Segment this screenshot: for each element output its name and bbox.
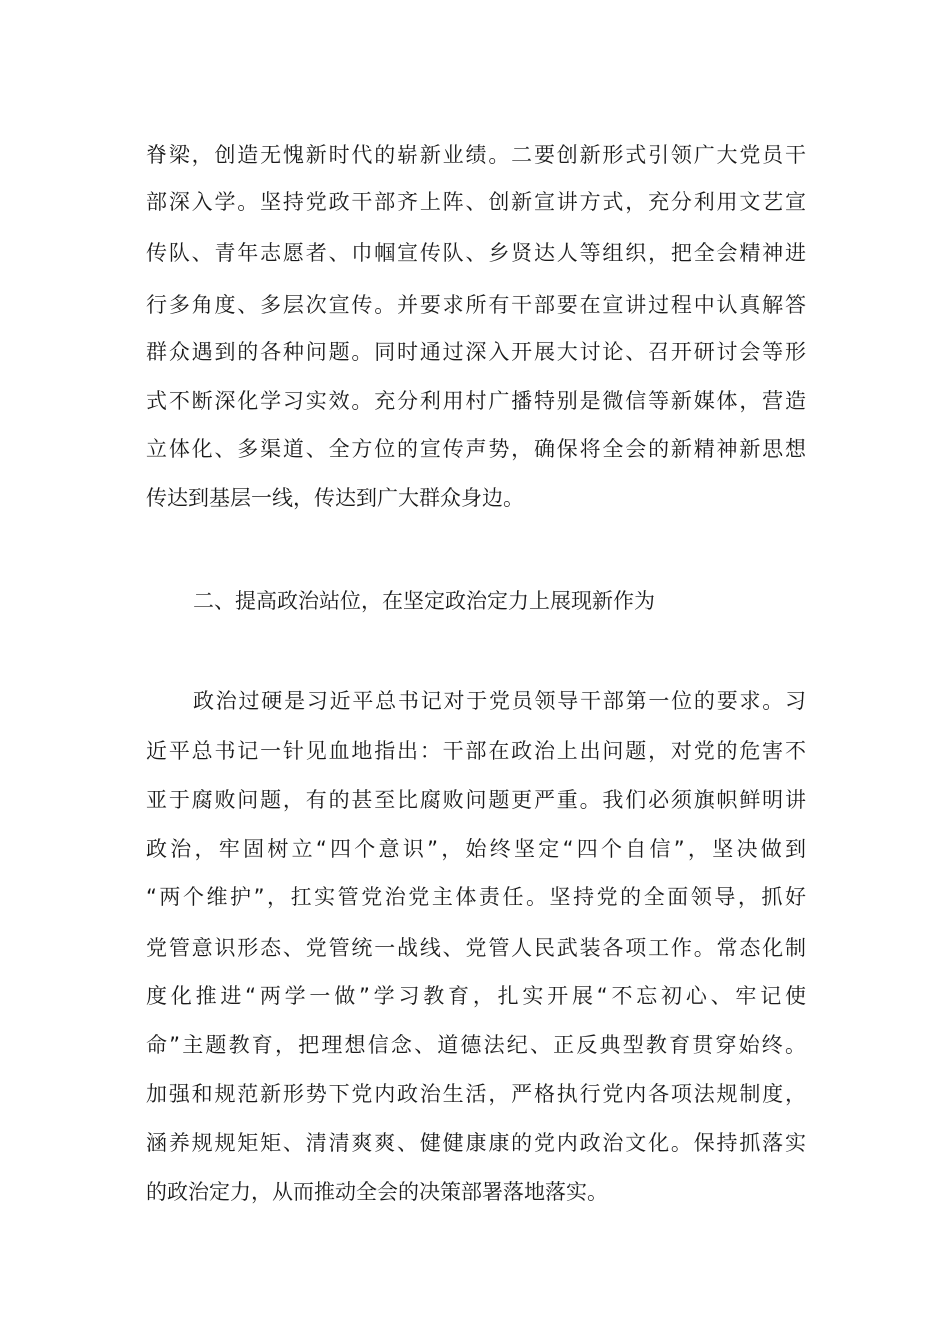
paragraph-line: 部深入学。坚持党政干部齐上阵、创新宣讲方式，充分利用文艺宣 — [146, 190, 806, 214]
paragraph-line: 行多角度、多层次宣传。并要求所有干部要在宣讲过程中认真解答 — [146, 293, 806, 317]
paragraph-line: 政治过硬是习近平总书记对于党员领导干部第一位的要求。习 — [193, 689, 806, 713]
paragraph-line: 涵养规规矩矩、清清爽爽、健健康康的党内政治文化。保持抓落实 — [146, 1131, 806, 1155]
paragraph-line: 党管意识形态、党管统一战线、党管人民武装各项工作。常态化制 — [146, 936, 806, 960]
paragraph-line: 传队、青年志愿者、巾帼宣传队、乡贤达人等组织，把全会精神进 — [146, 241, 806, 265]
paragraph-line: 群众遇到的各种问题。同时通过深入开展大讨论、召开研讨会等形 — [146, 340, 806, 364]
paragraph-line: 脊梁，创造无愧新时代的崭新业绩。二要创新形式引领广大党员干 — [146, 143, 806, 167]
paragraph-line: 立体化、多渠道、全方位的宣传声势，确保将全会的新精神新思想 — [146, 437, 806, 461]
paragraph-line: 亚于腐败问题，有的甚至比腐败问题更严重。我们必须旗帜鲜明讲 — [146, 788, 806, 812]
paragraph-line: 近平总书记一针见血地指出：干部在政治上出问题，对党的危害不 — [146, 739, 806, 763]
section-heading: 二、提高政治站位，在坚定政治定力上展现新作为 — [193, 589, 655, 613]
paragraph-line: 的政治定力，从而推动全会的决策部署落地落实。 — [146, 1180, 608, 1204]
paragraph-line: 加强和规范新形势下党内政治生活，严格执行党内各项法规制度， — [146, 1082, 806, 1106]
paragraph-line: 式不断深化学习实效。充分利用村广播特别是微信等新媒体，营造 — [146, 389, 806, 413]
paragraph-line: 度化推进“两学一做”学习教育，扎实开展“不忘初心、牢记使 — [146, 984, 806, 1008]
paragraph-line: 政治，牢固树立“四个意识”，始终坚定“四个自信”，坚决做到 — [146, 837, 806, 861]
paragraph-line: “两个维护”，扛实管党治党主体责任。坚持党的全面领导，抓好 — [146, 885, 806, 909]
paragraph-line: 命”主题教育，把理想信念、道德法纪、正反典型教育贯穿始终。 — [146, 1033, 806, 1057]
paragraph-line: 传达到基层一线，传达到广大群众身边。 — [146, 486, 524, 510]
